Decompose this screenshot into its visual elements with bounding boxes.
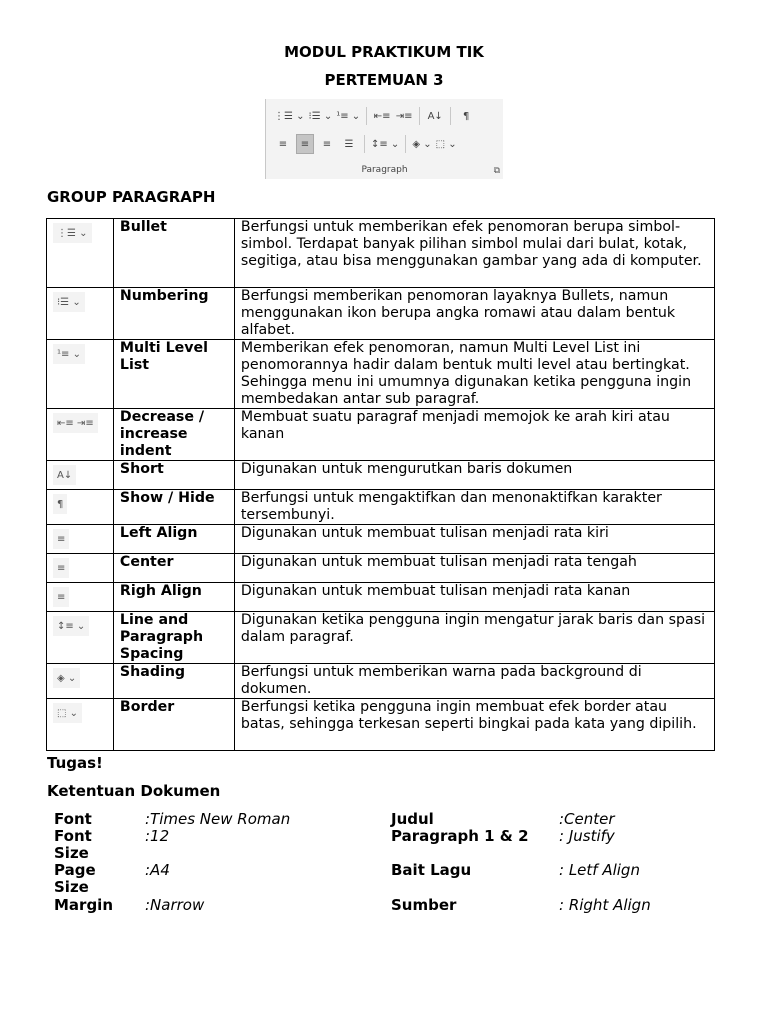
pilcrow-icon: ¶	[463, 110, 470, 122]
icon-cell	[47, 490, 114, 525]
feature-name: Short	[113, 461, 234, 490]
spec-label: Sumber	[391, 896, 457, 914]
spec-value: : Right Align	[559, 896, 651, 914]
spec-label: Margin	[54, 896, 114, 914]
spec-label: Judul	[391, 810, 434, 828]
dialog-launcher-icon: ⧉	[493, 166, 500, 176]
spec-value: :Narrow	[145, 896, 205, 914]
spec-value: :Times New Roman	[145, 810, 291, 828]
feature-description: Berfungsi ketika pengguna ingin membuat efek border atau batas, sehingga terkesan seperti bingkai pada kata yang dipilih.	[234, 699, 714, 751]
sort-icon: A↓	[427, 110, 443, 122]
icon-cell	[47, 554, 114, 583]
table-row	[47, 664, 715, 699]
bullets-icon: ⋮☰ ⌄	[53, 223, 92, 243]
align-left-icon: ≡	[278, 138, 288, 150]
feature-description: Digunakan untuk membuat tulisan menjadi rata kanan	[234, 583, 714, 612]
line-spacing-icon: ↕≡ ⌄	[53, 616, 89, 636]
document-title: MODUL PRAKTIKUM TIK	[284, 43, 484, 61]
feature-name: Border	[113, 699, 234, 751]
ribbon-caption: Paragraph	[361, 165, 408, 175]
ribbon-separator	[366, 107, 367, 125]
feature-description: Digunakan untuk membuat tulisan menjadi rata kiri	[234, 525, 714, 554]
indent-icons: ⇤≡ ⇥≡	[53, 413, 98, 433]
paragraph-ribbon-image	[265, 99, 503, 179]
feature-name: Righ Align	[113, 583, 234, 612]
ribbon-separator	[405, 135, 406, 153]
multilevel-list-icon: ¹≡ ⌄	[53, 344, 85, 364]
feature-name: Line and Paragraph Spacing	[113, 612, 234, 664]
table-row	[47, 461, 715, 490]
borders-icon: ⬚ ⌄	[435, 138, 457, 150]
align-center-icon: ≡	[53, 558, 69, 578]
table-row	[47, 288, 715, 340]
icon-cell	[47, 583, 114, 612]
icon-cell	[47, 664, 114, 699]
table-row	[47, 554, 715, 583]
ribbon-row-align	[274, 134, 457, 154]
table-row	[47, 340, 715, 409]
paragraph-features-table	[46, 218, 715, 751]
ketentuan-heading: Ketentuan Dokumen	[47, 782, 221, 800]
spec-label: Font	[54, 810, 92, 828]
spec-label: Font Size	[54, 827, 92, 862]
align-center-icon: ≡	[296, 134, 314, 154]
feature-name: Numbering	[113, 288, 234, 340]
sort-icon: A↓	[53, 465, 76, 485]
icon-cell	[47, 699, 114, 751]
shading-icon: ◈ ⌄	[53, 668, 80, 688]
feature-description: Digunakan untuk membuat tulisan menjadi rata tengah	[234, 554, 714, 583]
align-left-icon: ≡	[53, 529, 69, 549]
table-row	[47, 699, 715, 751]
icon-cell	[47, 612, 114, 664]
spec-value: : Justify	[559, 827, 615, 845]
table-row	[47, 409, 715, 461]
feature-name: Shading	[113, 664, 234, 699]
feature-name: Decrease / increase indent	[113, 409, 234, 461]
feature-description: Berfungsi untuk memberikan warna pada background di dokumen.	[234, 664, 714, 699]
icon-cell	[47, 409, 114, 461]
icon-cell	[47, 219, 114, 288]
feature-description: Berfungsi untuk mengaktifkan dan menonaktifkan karakter tersembunyi.	[234, 490, 714, 525]
align-right-icon: ≡	[53, 587, 69, 607]
justify-icon: ☰	[344, 138, 354, 150]
icon-cell	[47, 461, 114, 490]
ribbon-separator	[364, 135, 365, 153]
tugas-heading: Tugas!	[47, 754, 103, 772]
feature-name: Multi Level List	[113, 340, 234, 409]
spec-label: Page Size	[54, 861, 96, 896]
spec-label: Paragraph 1 & 2	[391, 827, 529, 845]
icon-cell	[47, 340, 114, 409]
feature-description: Digunakan untuk mengurutkan baris dokumen	[234, 461, 714, 490]
align-right-icon: ≡	[322, 138, 332, 150]
table-row	[47, 612, 715, 664]
table-row	[47, 490, 715, 525]
ribbon-separator	[450, 107, 451, 125]
spec-value: : Letf Align	[559, 861, 640, 879]
feature-description: Berfungsi untuk memberikan efek penomoran berupa simbol-simbol. Terdapat banyak pilihan simbol mulai dari bulat, kotak, segitiga, atau bisa menggunakan gambar yang ada di komputer.	[234, 219, 714, 288]
pilcrow-icon: ¶	[53, 494, 67, 514]
table-row	[47, 525, 715, 554]
shading-icon: ◈ ⌄	[412, 138, 432, 150]
table-row	[47, 583, 715, 612]
feature-description: Membuat suatu paragraf menjadi memojok ke arah kiri atau kanan	[234, 409, 714, 461]
ribbon-separator	[419, 107, 420, 125]
document-subtitle: PERTEMUAN 3	[324, 71, 444, 89]
feature-name: Center	[113, 554, 234, 583]
line-spacing-icon: ↕≡ ⌄	[371, 138, 400, 150]
numbering-icon: ⁝☰ ⌄	[53, 292, 85, 312]
table-row	[47, 219, 715, 288]
feature-name: Show / Hide	[113, 490, 234, 525]
increase-indent-icon: ⇥≡	[395, 110, 413, 122]
spec-value: :12	[145, 827, 170, 845]
numbering-icon: ⁝☰ ⌄	[308, 110, 333, 122]
feature-description: Berfungsi memberikan penomoran layaknya Bullets, namun menggunakan ikon berupa angka romawi atau dalam bentuk alfabet.	[234, 288, 714, 340]
icon-cell	[47, 525, 114, 554]
decrease-indent-icon: ⇤≡	[373, 110, 391, 122]
section-heading: GROUP PARAGRAPH	[47, 188, 216, 206]
ribbon-row-lists	[274, 106, 475, 126]
feature-description: Memberikan efek penomoran, namun Multi Level List ini penomorannya hadir dalam bentuk multi level atau bertingkat. Sehingga menu ini umumnya digunakan ketika pengguna ingin membedakan antar sub paragraf.	[234, 340, 714, 409]
spec-label: Bait Lagu	[391, 861, 472, 879]
multilevel-list-icon: ¹≡ ⌄	[336, 110, 361, 122]
icon-cell	[47, 288, 114, 340]
feature-description: Digunakan ketika pengguna ingin mengatur jarak baris dan spasi dalam paragraf.	[234, 612, 714, 664]
feature-name: Left Align	[113, 525, 234, 554]
spec-value: :Center	[559, 810, 615, 828]
bullets-icon: ⋮☰ ⌄	[274, 110, 305, 122]
borders-icon: ⬚ ⌄	[53, 703, 82, 723]
feature-name: Bullet	[113, 219, 234, 288]
spec-value: :A4	[145, 861, 170, 879]
